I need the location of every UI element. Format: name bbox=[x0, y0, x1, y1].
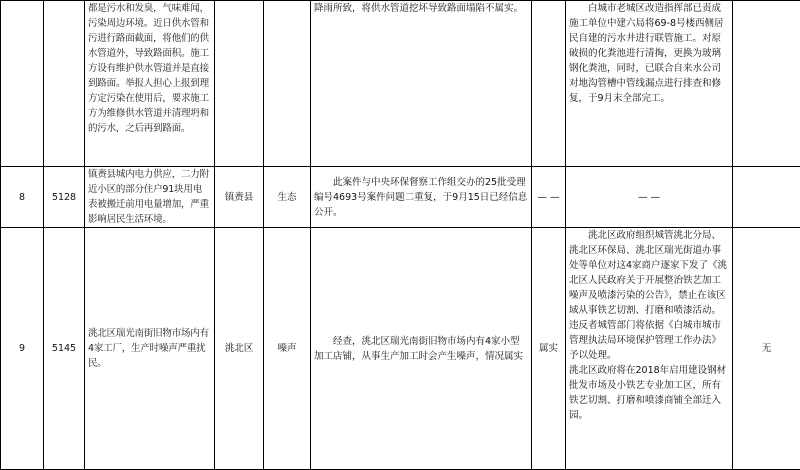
investigation-result: 降雨所致，将供水管道挖坏导致路面塌陷不属实。 bbox=[311, 1, 532, 167]
complaint-content: 都是污水和发臭，气味难闻，污染周边环境。近日供水管和污进行路面截面，将他们的供水管道外，导致路面积。施工方设有维护供水管道并是直接到路面。举报人担心上报到理方定污染在使用后，要求施工方为维修供水管道并清理坍和的污水，之后再到路面。 bbox=[85, 1, 215, 167]
is-true: 属实 bbox=[532, 228, 566, 470]
table-row bbox=[1, 1, 800, 167]
complaint-content: 镇赉县城内电力供应，二力附近小区的部分住户91块用电表被搬迁前用电量增加，严重影响居民生活环境。 bbox=[85, 167, 215, 228]
row-number: 8 bbox=[1, 167, 44, 228]
case-id bbox=[44, 1, 85, 167]
handling-rectification: 洮北区政府组织城管洮北分局、洮北区环保局、洮北区瑞光街道办事处等单位对这4家商户逐家下发了《洮北区人民政府关于开展整治铁艺加工噪声及喷漆污染的公告》，禁止在该区域从事铁艺切割、打磨和喷漆活动。违反者城管部门将依据《白城市城市管理执法局环境保护管理工作办法》予以处理。 洮北区政府将在2018年启用建设钢材批发市场及小铁艺专业加工区，所有铁艺切割、打磨和喷漆商铺全部迁入园。 bbox=[566, 228, 733, 470]
investigation-result: 经查，洮北区瑞光南街旧物市场内有4家小型加工店铺，从事生产加工时会产生噪声，情况属实 bbox=[311, 228, 532, 470]
pollution-type bbox=[264, 1, 311, 167]
table-row bbox=[1, 167, 800, 228]
row-number bbox=[1, 1, 44, 167]
investigation-result: 此案件与中央环保督察工作组交办的25批受理编号4693号案件问题二重复，于9月15日已经信息公开。 bbox=[311, 167, 532, 228]
district: 镇赉县 bbox=[215, 167, 264, 228]
accountability: 无 bbox=[733, 228, 800, 470]
case-id: 5145 bbox=[44, 228, 85, 470]
handling-rectification: 白城市老城区改造指挥部已责成施工单位中建六局将69-8号楼西侧居民自建的污水井进行联管施工。对原破损的化粪池进行清掏，更换为玻璃钢化粪池，同时，已联合自来水公司对地沟管槽中管线漏点进行排查和修复，于9月末全部完工。 bbox=[566, 1, 733, 167]
district: 洮北区 bbox=[215, 228, 264, 470]
row-number: 9 bbox=[1, 228, 44, 470]
accountability bbox=[733, 1, 800, 167]
table-row bbox=[1, 228, 800, 470]
is-true: — — bbox=[532, 167, 566, 228]
complaint-content: 洮北区瑞光南街旧物市场内有4家工厂，生产时噪声严重扰民。 bbox=[85, 228, 215, 470]
case-id: 5128 bbox=[44, 167, 85, 228]
pollution-type: 生态 bbox=[264, 167, 311, 228]
is-true bbox=[532, 1, 566, 167]
pollution-type: 噪声 bbox=[264, 228, 311, 470]
handling-rectification: — — bbox=[566, 167, 733, 228]
district bbox=[215, 1, 264, 167]
accountability bbox=[733, 167, 800, 228]
